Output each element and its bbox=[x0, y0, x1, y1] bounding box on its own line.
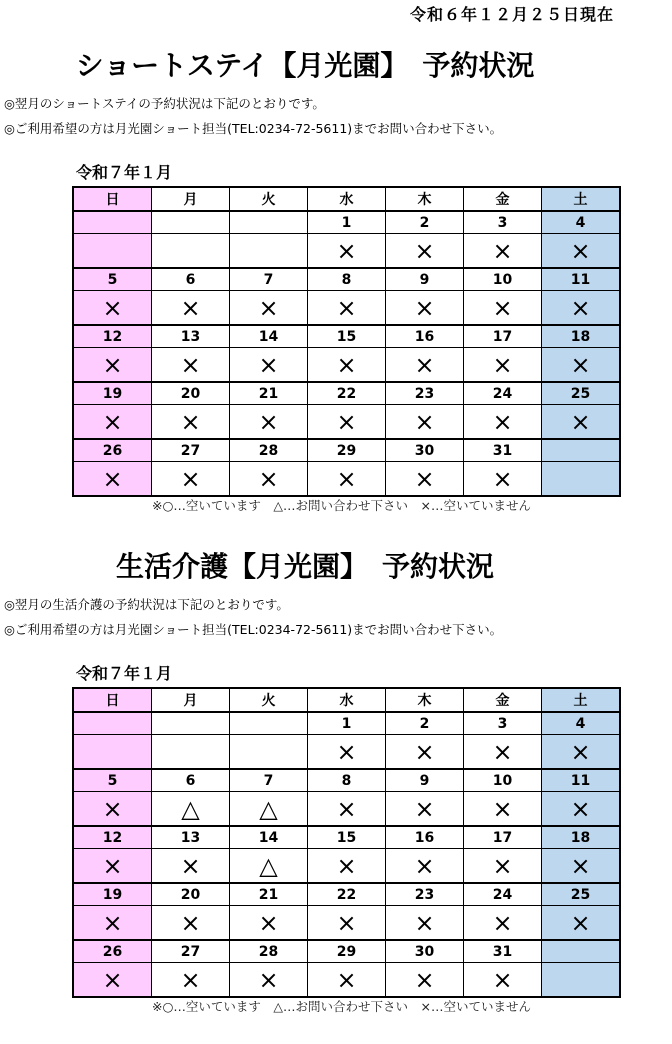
reservation-calendar bbox=[72, 186, 621, 497]
availability-mark: × bbox=[73, 348, 152, 383]
day-number: 30 bbox=[386, 940, 464, 963]
day-number: 16 bbox=[386, 826, 464, 849]
availability-mark: × bbox=[230, 405, 308, 440]
weekday-header: 木 bbox=[386, 187, 464, 211]
availability-mark: × bbox=[386, 291, 464, 326]
availability-mark bbox=[73, 735, 152, 770]
weekday-header: 月 bbox=[152, 187, 230, 211]
availability-mark: × bbox=[386, 906, 464, 941]
day-number: 29 bbox=[308, 439, 386, 462]
availability-mark: × bbox=[542, 348, 621, 383]
weekday-header: 火 bbox=[230, 187, 308, 211]
week-mark-row bbox=[73, 963, 620, 998]
availability-mark: × bbox=[308, 735, 386, 770]
availability-mark: × bbox=[308, 348, 386, 383]
week-day-row bbox=[73, 268, 620, 291]
availability-mark: × bbox=[73, 906, 152, 941]
day-number bbox=[152, 211, 230, 234]
week-mark-row bbox=[73, 735, 620, 770]
availability-mark: × bbox=[308, 291, 386, 326]
weekday-header-row bbox=[73, 187, 620, 211]
day-number: 4 bbox=[542, 211, 621, 234]
day-number: 21 bbox=[230, 382, 308, 405]
week-day-row bbox=[73, 325, 620, 348]
availability-mark: × bbox=[308, 234, 386, 269]
day-number: 4 bbox=[542, 712, 621, 735]
week-day-row bbox=[73, 712, 620, 735]
day-number: 22 bbox=[308, 883, 386, 906]
day-number: 26 bbox=[73, 439, 152, 462]
availability-mark: × bbox=[386, 792, 464, 827]
day-number: 18 bbox=[542, 826, 621, 849]
availability-mark: △ bbox=[230, 849, 308, 884]
week-day-row bbox=[73, 826, 620, 849]
availability-mark: × bbox=[230, 291, 308, 326]
availability-mark: × bbox=[308, 849, 386, 884]
day-number: 12 bbox=[73, 325, 152, 348]
day-number: 31 bbox=[464, 940, 542, 963]
day-number: 9 bbox=[386, 268, 464, 291]
week-mark-row bbox=[73, 906, 620, 941]
day-number: 8 bbox=[308, 268, 386, 291]
day-number: 1 bbox=[308, 712, 386, 735]
day-number: 28 bbox=[230, 439, 308, 462]
availability-mark: × bbox=[464, 735, 542, 770]
day-number bbox=[152, 712, 230, 735]
availability-mark: × bbox=[386, 405, 464, 440]
note-line: ◎ご利用希望の方は月光園ショート担当(TEL:0234-72-5611)までお問い合わせ下さい。 bbox=[4, 622, 503, 637]
availability-mark: × bbox=[230, 906, 308, 941]
day-number: 10 bbox=[464, 769, 542, 792]
day-number: 2 bbox=[386, 211, 464, 234]
day-number: 11 bbox=[542, 769, 621, 792]
day-number: 25 bbox=[542, 883, 621, 906]
day-number bbox=[230, 712, 308, 735]
day-number: 27 bbox=[152, 940, 230, 963]
day-number: 29 bbox=[308, 940, 386, 963]
availability-mark: × bbox=[308, 462, 386, 497]
week-day-row bbox=[73, 769, 620, 792]
week-mark-row bbox=[73, 849, 620, 884]
day-number: 27 bbox=[152, 439, 230, 462]
day-number: 15 bbox=[308, 325, 386, 348]
availability-mark: × bbox=[464, 348, 542, 383]
weekday-header: 金 bbox=[464, 187, 542, 211]
availability-mark: × bbox=[464, 462, 542, 497]
weekday-header: 土 bbox=[542, 688, 621, 712]
weekday-header: 土 bbox=[542, 187, 621, 211]
as-of-date: 令和６年１２月２５日現在 bbox=[409, 5, 614, 24]
availability-mark: × bbox=[152, 405, 230, 440]
availability-mark: × bbox=[152, 963, 230, 998]
day-number: 8 bbox=[308, 769, 386, 792]
availability-mark: △ bbox=[230, 792, 308, 827]
availability-mark: × bbox=[73, 405, 152, 440]
day-number: 1 bbox=[308, 211, 386, 234]
section-title: ショートステイ【月光園】 予約状況 bbox=[75, 49, 535, 82]
week-day-row bbox=[73, 883, 620, 906]
availability-mark: × bbox=[464, 906, 542, 941]
day-number: 20 bbox=[152, 883, 230, 906]
availability-mark: × bbox=[386, 348, 464, 383]
availability-mark: × bbox=[73, 462, 152, 497]
day-number: 17 bbox=[464, 325, 542, 348]
availability-mark: × bbox=[542, 849, 621, 884]
availability-mark: × bbox=[152, 291, 230, 326]
weekday-header: 日 bbox=[73, 187, 152, 211]
day-number: 6 bbox=[152, 769, 230, 792]
availability-mark bbox=[542, 462, 621, 497]
availability-mark: × bbox=[152, 348, 230, 383]
availability-mark: × bbox=[152, 849, 230, 884]
day-number: 24 bbox=[464, 883, 542, 906]
month-label: 令和７年１月 bbox=[76, 163, 173, 182]
day-number: 31 bbox=[464, 439, 542, 462]
availability-mark: × bbox=[73, 963, 152, 998]
availability-mark: × bbox=[308, 963, 386, 998]
availability-mark: × bbox=[386, 735, 464, 770]
availability-mark: × bbox=[464, 291, 542, 326]
availability-mark: × bbox=[73, 291, 152, 326]
day-number: 5 bbox=[73, 769, 152, 792]
availability-mark: × bbox=[308, 405, 386, 440]
availability-mark: × bbox=[386, 963, 464, 998]
note-line: ◎翌月の生活介護の予約状況は下記のとおりです。 bbox=[4, 597, 289, 612]
availability-mark: × bbox=[386, 849, 464, 884]
day-number: 14 bbox=[230, 826, 308, 849]
availability-mark: × bbox=[230, 963, 308, 998]
note-line: ◎翌月のショートステイの予約状況は下記のとおりです。 bbox=[4, 96, 325, 111]
day-number: 18 bbox=[542, 325, 621, 348]
day-number: 13 bbox=[152, 325, 230, 348]
weekday-header: 水 bbox=[308, 187, 386, 211]
week-mark-row bbox=[73, 291, 620, 326]
week-day-row bbox=[73, 382, 620, 405]
availability-mark: × bbox=[73, 792, 152, 827]
legend: ※○…空いています △…お問い合わせ下さい ×…空いていません bbox=[152, 999, 531, 1014]
day-number: 13 bbox=[152, 826, 230, 849]
availability-mark: × bbox=[542, 234, 621, 269]
day-number bbox=[230, 211, 308, 234]
availability-mark: × bbox=[542, 792, 621, 827]
day-number: 20 bbox=[152, 382, 230, 405]
availability-mark: × bbox=[542, 735, 621, 770]
legend: ※○…空いています △…お問い合わせ下さい ×…空いていません bbox=[152, 498, 531, 513]
day-number: 17 bbox=[464, 826, 542, 849]
availability-mark: × bbox=[73, 849, 152, 884]
month-label: 令和７年１月 bbox=[76, 664, 173, 683]
day-number: 3 bbox=[464, 712, 542, 735]
section-title: 生活介護【月光園】 予約状況 bbox=[115, 550, 494, 583]
day-number: 28 bbox=[230, 940, 308, 963]
day-number bbox=[73, 211, 152, 234]
day-number: 7 bbox=[230, 268, 308, 291]
availability-mark: × bbox=[542, 405, 621, 440]
availability-mark: × bbox=[464, 405, 542, 440]
week-day-row bbox=[73, 940, 620, 963]
availability-mark: × bbox=[152, 906, 230, 941]
day-number: 23 bbox=[386, 883, 464, 906]
availability-mark: × bbox=[464, 963, 542, 998]
day-number: 9 bbox=[386, 769, 464, 792]
weekday-header-row bbox=[73, 688, 620, 712]
availability-mark: × bbox=[308, 792, 386, 827]
day-number: 30 bbox=[386, 439, 464, 462]
day-number: 3 bbox=[464, 211, 542, 234]
week-mark-row bbox=[73, 234, 620, 269]
availability-mark bbox=[230, 735, 308, 770]
availability-mark: × bbox=[230, 348, 308, 383]
day-number: 16 bbox=[386, 325, 464, 348]
day-number: 11 bbox=[542, 268, 621, 291]
day-number: 2 bbox=[386, 712, 464, 735]
day-number: 19 bbox=[73, 883, 152, 906]
availability-mark: × bbox=[230, 462, 308, 497]
day-number: 26 bbox=[73, 940, 152, 963]
reservation-calendar bbox=[72, 687, 621, 998]
availability-mark: × bbox=[464, 849, 542, 884]
week-mark-row bbox=[73, 462, 620, 497]
day-number: 21 bbox=[230, 883, 308, 906]
weekday-header: 月 bbox=[152, 688, 230, 712]
day-number: 5 bbox=[73, 268, 152, 291]
day-number: 6 bbox=[152, 268, 230, 291]
weekday-header: 火 bbox=[230, 688, 308, 712]
availability-mark: × bbox=[464, 792, 542, 827]
availability-mark bbox=[73, 234, 152, 269]
availability-mark: × bbox=[464, 234, 542, 269]
weekday-header: 金 bbox=[464, 688, 542, 712]
day-number: 24 bbox=[464, 382, 542, 405]
availability-mark: △ bbox=[152, 792, 230, 827]
availability-mark: × bbox=[542, 291, 621, 326]
availability-mark: × bbox=[386, 234, 464, 269]
week-mark-row bbox=[73, 348, 620, 383]
day-number: 19 bbox=[73, 382, 152, 405]
day-number bbox=[542, 439, 621, 462]
day-number bbox=[542, 940, 621, 963]
day-number: 10 bbox=[464, 268, 542, 291]
availability-mark: × bbox=[542, 906, 621, 941]
note-line: ◎ご利用希望の方は月光園ショート担当(TEL:0234-72-5611)までお問い合わせ下さい。 bbox=[4, 121, 503, 136]
week-mark-row bbox=[73, 792, 620, 827]
availability-mark: × bbox=[386, 462, 464, 497]
day-number: 15 bbox=[308, 826, 386, 849]
availability-mark bbox=[152, 234, 230, 269]
day-number: 22 bbox=[308, 382, 386, 405]
day-number: 23 bbox=[386, 382, 464, 405]
day-number: 25 bbox=[542, 382, 621, 405]
week-day-row bbox=[73, 439, 620, 462]
availability-mark bbox=[542, 963, 621, 998]
availability-mark: × bbox=[308, 906, 386, 941]
weekday-header: 木 bbox=[386, 688, 464, 712]
day-number: 14 bbox=[230, 325, 308, 348]
weekday-header: 水 bbox=[308, 688, 386, 712]
availability-mark bbox=[152, 735, 230, 770]
weekday-header: 日 bbox=[73, 688, 152, 712]
day-number: 7 bbox=[230, 769, 308, 792]
week-day-row bbox=[73, 211, 620, 234]
availability-mark bbox=[230, 234, 308, 269]
availability-mark: × bbox=[152, 462, 230, 497]
day-number bbox=[73, 712, 152, 735]
day-number: 12 bbox=[73, 826, 152, 849]
week-mark-row bbox=[73, 405, 620, 440]
